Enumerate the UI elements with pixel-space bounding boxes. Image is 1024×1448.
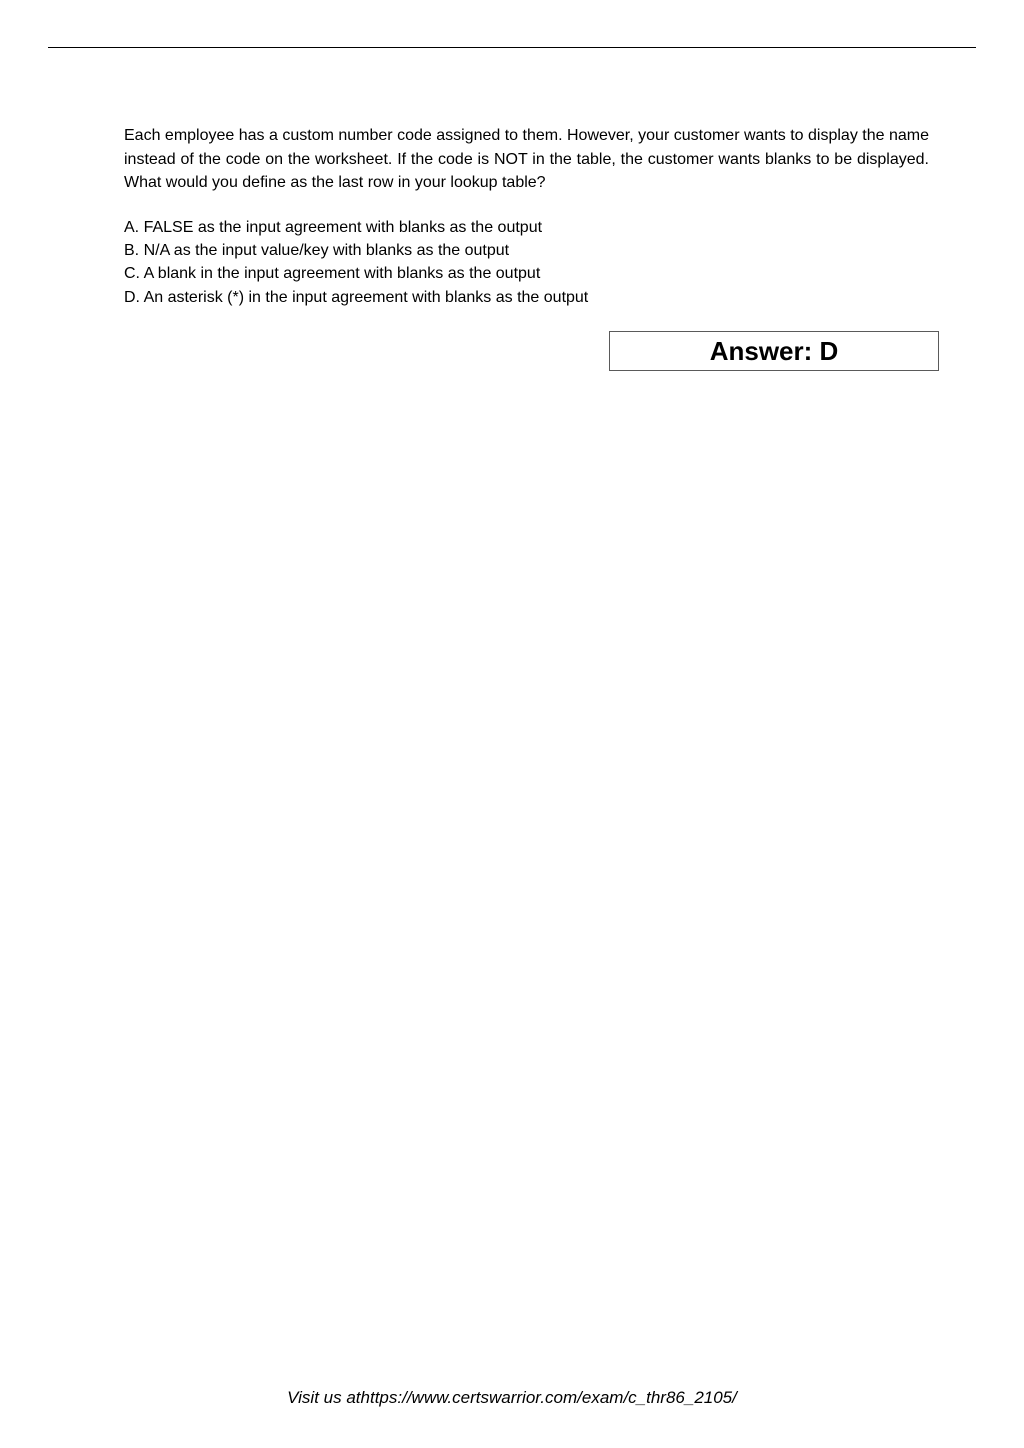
option-b: B. N/A as the input value/key with blanks as the output (124, 242, 510, 260)
question-text: Each employee has a custom number code assigned to them. However, your customer wants to display the name instead of the code on the worksheet. If the code is NOT in the table, the customer wants blanks to be displayed. What would you define as the last row in your lookup table? (124, 127, 929, 191)
answer-text: Answer: D (709, 335, 839, 366)
footer-visit-link: Visit us athttps://www.certswarrior.com/exam/c_thr86_2105/ (287, 1388, 737, 1407)
answer-box (609, 331, 939, 371)
option-a: A. FALSE as the input agreement with blanks as the output (124, 219, 543, 236)
option-c: C. A blank in the input agreement with blanks as the output (124, 265, 541, 283)
header-divider (48, 47, 976, 48)
answer-options-list (124, 216, 929, 309)
option-d: D. An asterisk (*) in the input agreement with blanks as the output (124, 288, 589, 306)
